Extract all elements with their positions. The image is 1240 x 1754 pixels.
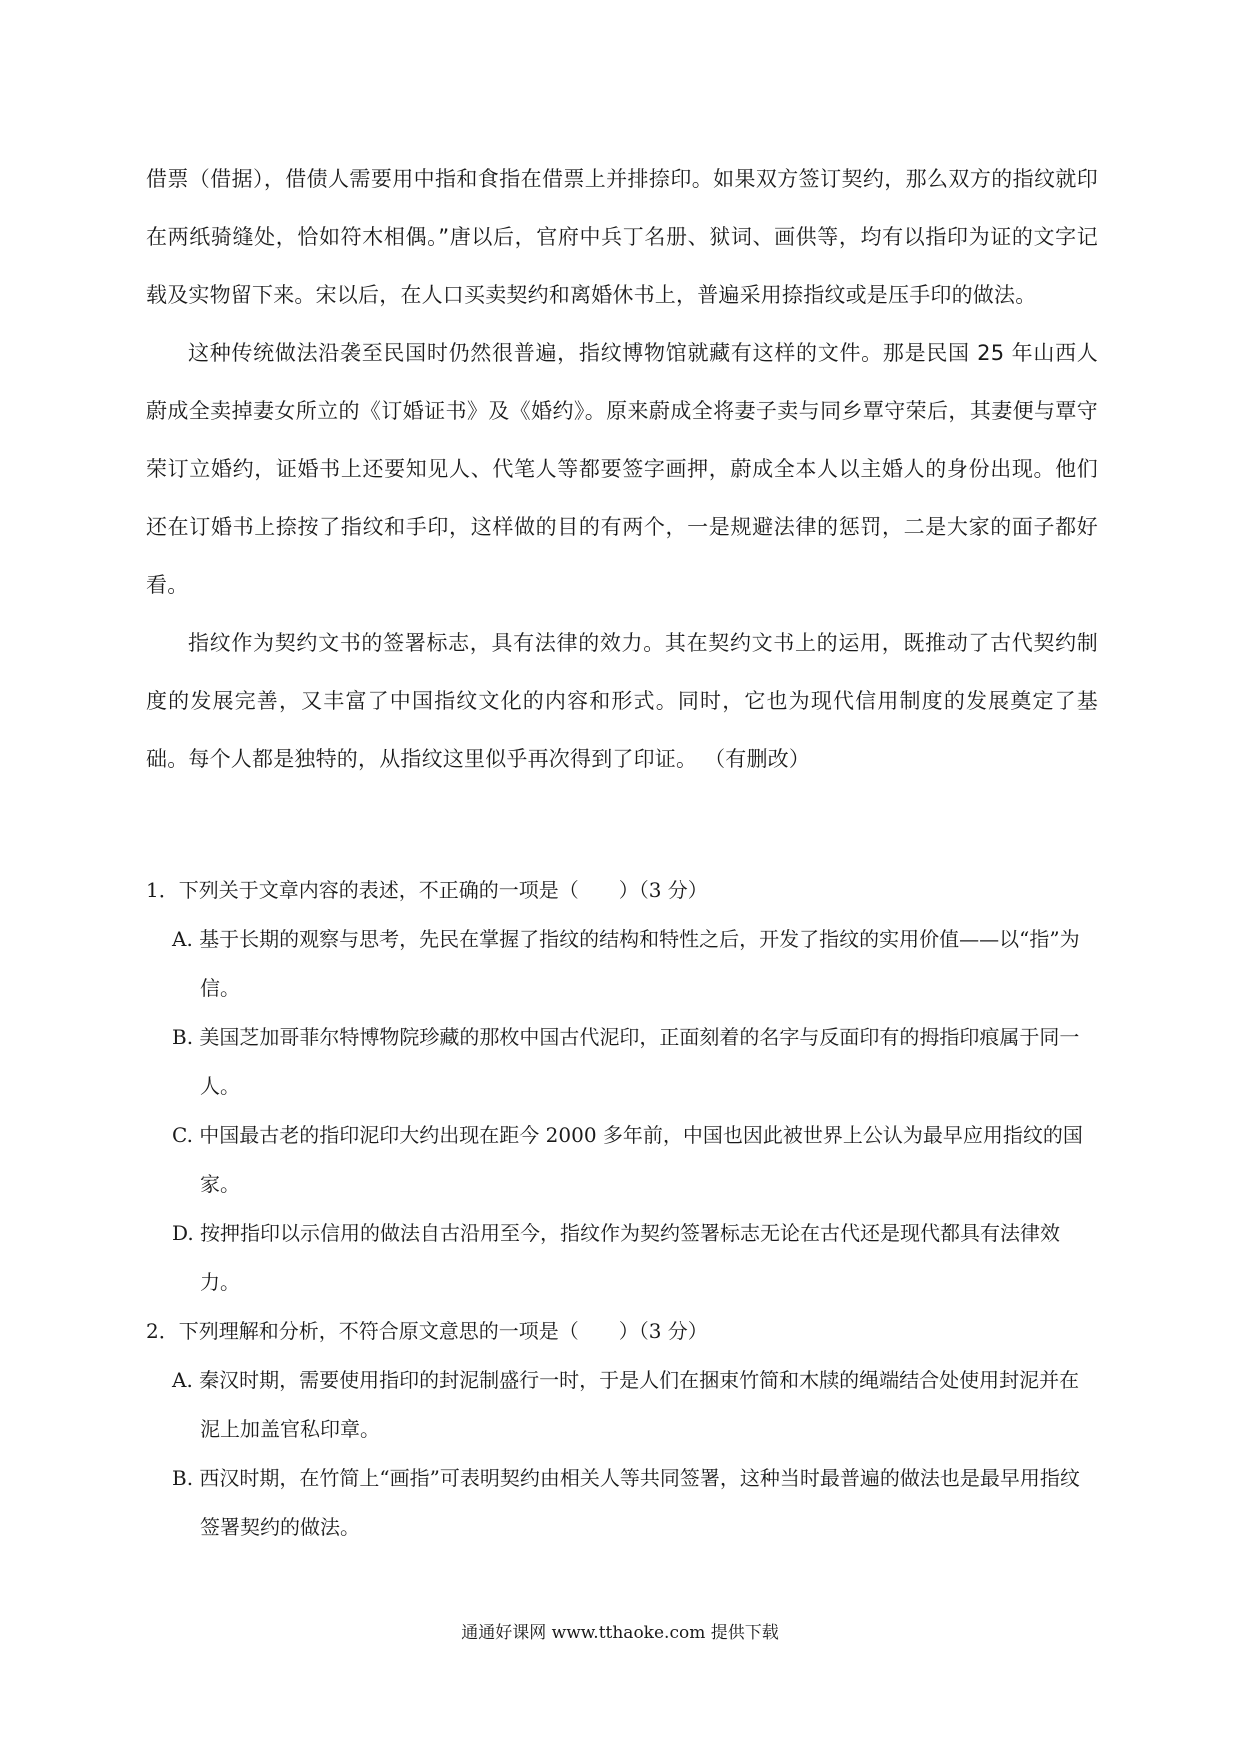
question-1-stem: 1．下列关于文章内容的表述，不正确的一项是（ ）（3 分） — [146, 878, 708, 902]
question-1-option-a: A. 基于长期的观察与思考，先民在掌握了指纹的结构和特性之后，开发了指纹的实用价值——以“指”为信。 — [172, 927, 1080, 1000]
reading-passage — [146, 150, 1098, 788]
question-2-option-b: B. 西汉时期，在竹简上“画指”可表明契约由相关人等共同签署，这种当时最普遍的做法也是最早用指纹签署契约的做法。 — [172, 1466, 1080, 1539]
question-section — [146, 866, 1098, 1552]
question-2 — [146, 1307, 1098, 1552]
passage-paragraph-2: 这种传统做法沿袭至民国时仍然很普遍，指纹博物馆就藏有这样的文件。那是民国 25 年山西人蔚成全卖掉妻女所立的《订婚证书》及《婚约》。原来蔚成全将妻子卖与同乡覃守荣后，其妻便与覃守荣订立婚约，证婚书上还要知见人、代笔人等都要签字画押，蔚成全本人以主婚人的身份出现。他们还在订婚书上捺按了指纹和手印，这样做的目的有两个，一是规避法律的惩罚，二是大家的面子都好看。 — [146, 341, 1098, 597]
question-2-stem: 2．下列理解和分析，不符合原文意思的一项是（ ）（3 分） — [146, 1319, 708, 1343]
page-footer: 通通好课网 www.tthaoke.com 提供下载 — [461, 1623, 779, 1643]
passage-paragraph-3: 指纹作为契约文书的签署标志，具有法律的效力。其在契约文书上的运用，既推动了古代契约制度的发展完善，又丰富了中国指纹文化的内容和形式。同时，它也为现代信用制度的发展奠定了基础。每个人都是独特的，从指纹这里似乎再次得到了印证。 （有删改） — [146, 631, 1098, 771]
question-1-option-d: D. 按押指印以示信用的做法自古沿用至今，指纹作为契约签署标志无论在古代还是现代都具有法律效力。 — [172, 1221, 1061, 1294]
question-1-option-b: B. 美国芝加哥菲尔特博物院珍藏的那枚中国古代泥印，正面刻着的名字与反面印有的拇指印痕属于同一人。 — [172, 1025, 1080, 1098]
question-1 — [146, 866, 1098, 1307]
question-1-option-c: C. 中国最古老的指印泥印大约出现在距今 2000 多年前，中国也因此被世界上公认为最早应用指纹的国家。 — [172, 1123, 1083, 1196]
question-2-option-a: A. 秦汉时期，需要使用指印的封泥制盛行一时，于是人们在捆束竹简和木牍的绳端结合处使用封泥并在泥上加盖官私印章。 — [172, 1368, 1080, 1441]
passage-paragraph-1: 借票（借据），借债人需要用中指和食指在借票上并排捺印。如果双方签订契约，那么双方的指纹就印在两纸骑缝处，恰如符木相偶。”唐以后，官府中兵丁名册、狱词、画供等，均有以指印为证的文字记载及实物留下来。宋以后，在人口买卖契约和离婚休书上，普遍采用捺指纹或是压手印的做法。 — [146, 167, 1098, 307]
